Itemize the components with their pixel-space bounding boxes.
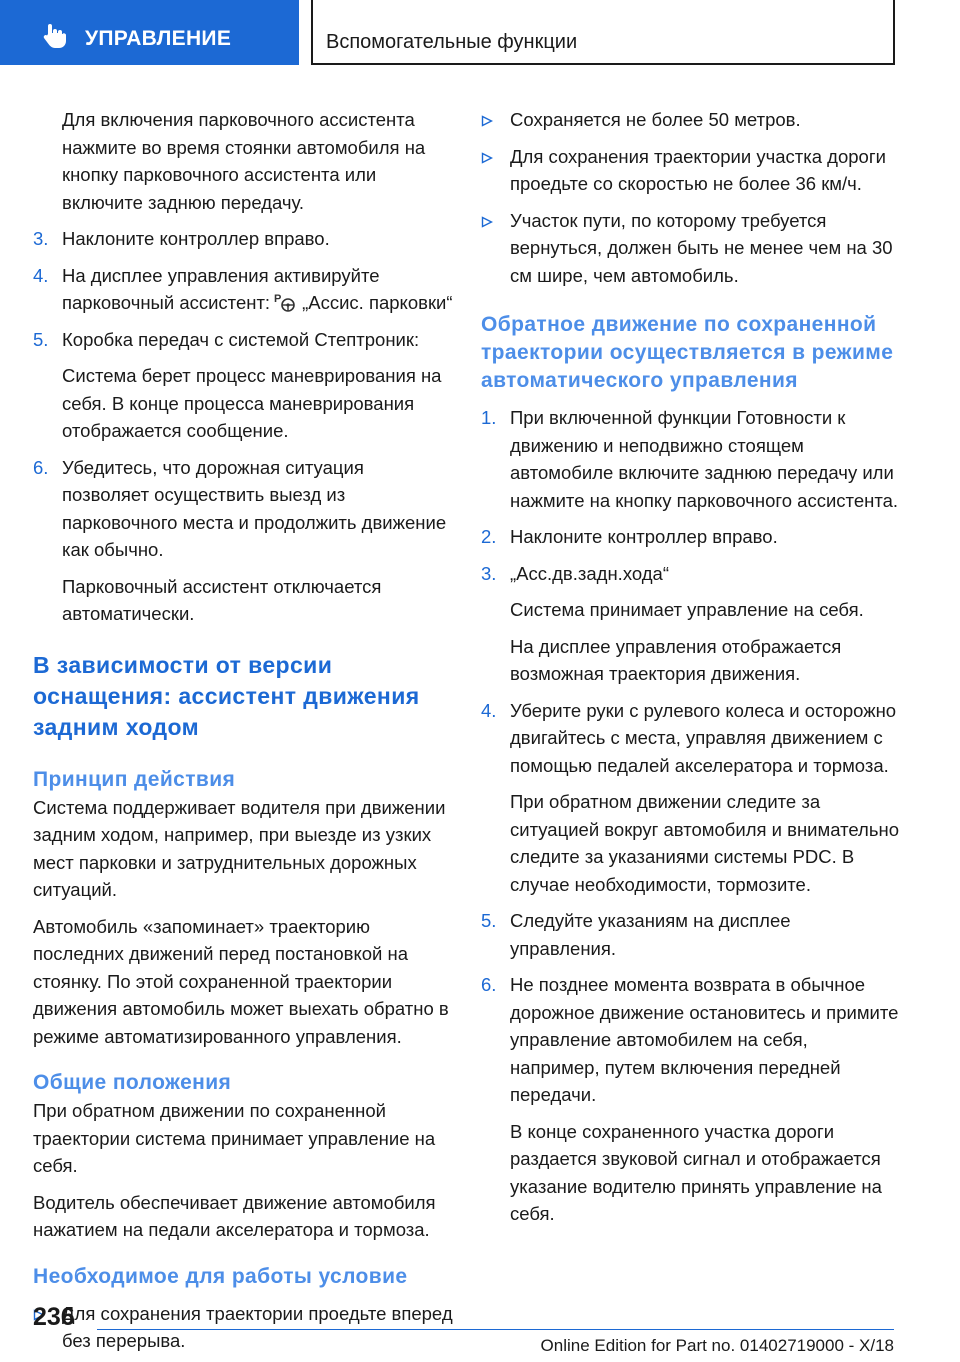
step-number: 5.	[33, 328, 49, 350]
step-text: Коробка передач с системой Стептроник:	[62, 328, 420, 350]
bullet-item	[481, 143, 901, 198]
step-text: При включенной функции Готовности к движению и неподвижно стоящем автомобиле включите заднюю передачу или нажмите на кнопку парковочного ассистента.	[510, 407, 899, 511]
step-number: 3.	[481, 562, 497, 584]
section-tab	[0, 0, 299, 65]
left-column	[33, 106, 453, 1355]
list-item	[481, 560, 901, 588]
principle-paragraph-2: Автомобиль «запоминает» траекторию последних движений перед постановкой на стоянку. По этой сохраненной траектории движения автомобиль может выехать обратно в режиме автоматизированного управления.	[33, 915, 449, 1047]
step-number: 4.	[33, 264, 49, 286]
list-item	[33, 326, 453, 354]
subheading-principle: Принцип действия	[33, 767, 236, 791]
general-paragraph-2: Водитель обеспечивает движение автомобиля нажатием на педали акселератора и тормоза.	[33, 1191, 436, 1240]
triangle-bullet-icon	[481, 216, 493, 228]
section-heading: В зависимости от версии оснащения: ассистент движения задним ходом	[33, 651, 420, 740]
header-divider-right	[893, 0, 895, 64]
list-item	[33, 225, 453, 253]
step-subtext: Парковочный ассистент отключается автоматически.	[62, 575, 382, 624]
header-divider	[311, 0, 313, 64]
step-text: Не позднее момента возврата в обычное дорожное движение остановитесь и примите управление автомобилем на себя, например, путем включения передней передачи.	[510, 974, 899, 1105]
step-text: Наклоните контроллер вправо.	[510, 526, 778, 547]
step-number: 3.	[33, 228, 49, 249]
step-number: 4.	[481, 699, 497, 721]
footer-edition: Online Edition for Part no. 01402719000 - X/18	[540, 1336, 894, 1355]
step-subtext: Система принимает управление на себя.	[510, 599, 864, 620]
step-text: Следуйте указаниям на дисплее управления.	[510, 910, 791, 959]
list-item	[481, 907, 901, 962]
footer-rule	[97, 1329, 894, 1330]
triangle-bullet-icon	[481, 152, 493, 164]
bullet-text: Сохраняется не более 50 метров.	[510, 109, 801, 130]
list-item	[33, 454, 453, 564]
step-number: 5.	[481, 910, 497, 931]
list-item	[33, 262, 453, 317]
parking-assistant-icon	[274, 292, 296, 312]
list-item	[481, 971, 901, 1109]
step-text: „Асс.дв.задн.хода“	[510, 562, 669, 584]
section-title: УПРАВЛЕНИЕ	[85, 27, 232, 50]
step-number: 6.	[481, 974, 497, 995]
step-text: На дисплее управления активируйте парковочный ассистент:	[62, 264, 380, 313]
page-number: 236	[33, 1303, 75, 1331]
bullet-text: Участок пути, по которому требуется вернуться, должен быть не менее чем на 30 см шире, чем автомобиль.	[510, 209, 893, 286]
step-subtext: При обратном движении следите за ситуацией вокруг автомобиля и внимательно следите за указаниями системы PDC. В случае необходимости, тормозите.	[510, 791, 899, 895]
svg-text:P: P	[274, 293, 282, 305]
hand-pointer-icon	[40, 22, 68, 50]
subheading-condition: Необходимое для работы условие	[33, 1264, 408, 1288]
step-text: Уберите руки с рулевого колеса и осторожно двигайтесь с места, управляя движением с помощью педалей акселератора и тормоза.	[510, 699, 897, 776]
intro-paragraph: Для включения парковочного ассистента нажмите во время стоянки автомобиля на кнопку парковочного ассистента или включите заднюю передачу.	[62, 109, 426, 213]
triangle-bullet-icon	[481, 115, 493, 127]
header-underline	[311, 63, 895, 65]
bullet-item	[481, 106, 901, 134]
general-paragraph-1: При обратном движении по сохраненной траектории система принимает управление на себя.	[33, 1100, 436, 1176]
step-subtext: В конце сохраненного участка дороги раздается звуковой сигнал и отображается указание водителю принять управление на себя.	[510, 1120, 882, 1224]
principle-paragraph-1: Система поддерживает водителя при движении задним ходом, например, при выезде из узких мест парковки и затруднительных дорожных ситуаций.	[33, 796, 446, 900]
right-column	[481, 106, 901, 1228]
chapter-title: Вспомогательные функции	[326, 31, 578, 53]
step-number: 1.	[481, 407, 497, 428]
subheading-reverse: Обратное движение по сохраненной траектории осуществляется в режиме автоматического управления	[481, 313, 894, 392]
bullet-item	[481, 207, 901, 290]
step-subtext: На дисплее управления отображается возможная траектория движения.	[510, 635, 842, 684]
list-item	[481, 404, 901, 514]
bullet-text: Для сохранения траектории проедьте вперед без перерыва.	[62, 1302, 453, 1351]
step-subtext: Система берет процесс маневрирования на себя. В конце процесса маневрирования отображается сообщение.	[62, 365, 442, 441]
page-header	[0, 0, 960, 66]
list-item	[481, 697, 901, 780]
subheading-general: Общие положения	[33, 1071, 232, 1094]
step-text-menu: „Ассис. парковки“	[302, 292, 453, 313]
step-number: 6.	[33, 456, 49, 478]
step-text: Убедитесь, что дорожная ситуация позволяет осуществить выезд из парковочного места и продолжить движение как обычно.	[62, 456, 447, 560]
step-text: Наклоните контроллер вправо.	[62, 228, 330, 249]
bullet-text: Для сохранения траектории участка дороги проедьте со скоростью не более 36 км/ч.	[510, 145, 886, 194]
step-number: 2.	[481, 526, 497, 547]
bullet-item	[33, 1300, 453, 1355]
list-item	[481, 523, 901, 551]
